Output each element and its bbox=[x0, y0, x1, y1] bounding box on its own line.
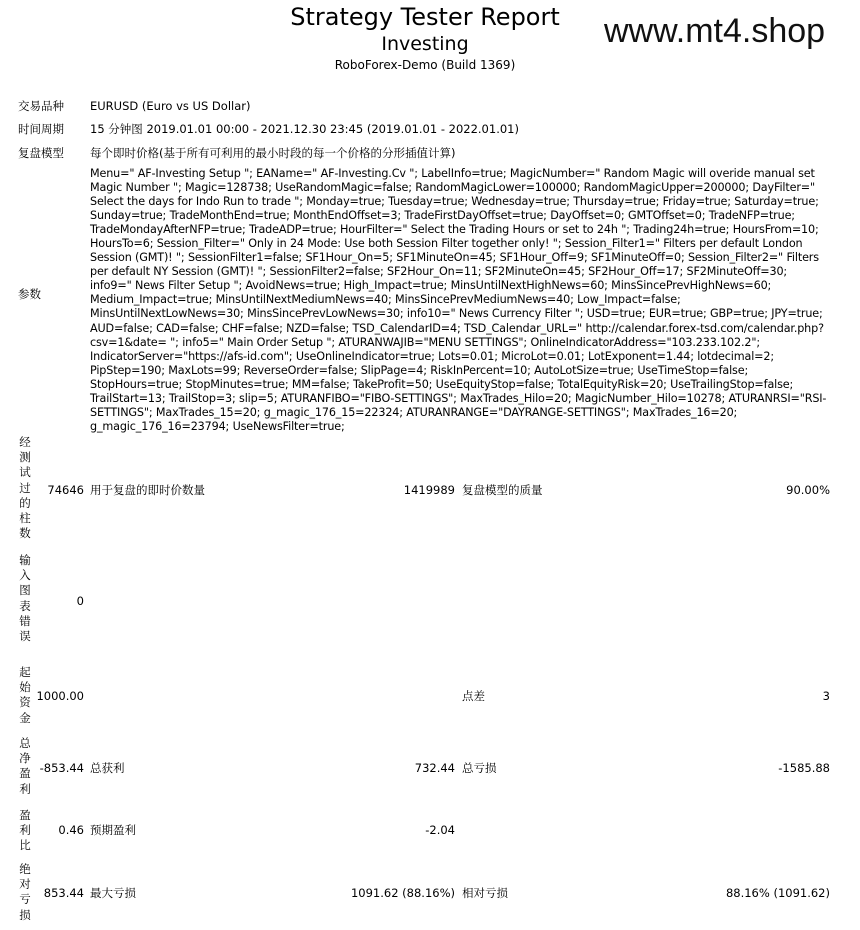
grossprofit-value: 732.44 bbox=[414, 761, 455, 775]
server-build: RoboForex-Demo (Build 1369) bbox=[334, 58, 516, 72]
spread-label: 点差 bbox=[462, 689, 485, 703]
netprofit-value: -853.44 bbox=[39, 761, 84, 775]
profit-factor-label: 盈 利 比 bbox=[19, 808, 31, 853]
errors-label: 输 入 图 表 错 误 bbox=[19, 553, 31, 644]
max-drawdown-label: 最大亏损 bbox=[90, 886, 136, 900]
symbol-value: EURUSD (Euro vs US Dollar) bbox=[90, 99, 251, 113]
period-label: 时间周期 bbox=[18, 122, 64, 136]
quality-label: 复盘模型的质量 bbox=[462, 483, 543, 497]
payoff-label: 预期盈利 bbox=[90, 823, 136, 837]
netprofit-label: 总 净 盈 利 bbox=[19, 736, 31, 796]
grossprofit-label: 总获利 bbox=[90, 761, 125, 775]
symbol-label: 交易品种 bbox=[18, 99, 64, 113]
ticks-value: 1419989 bbox=[403, 483, 455, 497]
report-title: Strategy Tester Report bbox=[290, 3, 560, 31]
profit-factor-value: 0.46 bbox=[58, 823, 84, 837]
params-value: Menu=" AF-Investing Setup "; EAName=" AF-Investing.Cv "; LabelInfo=true; MagicNumber=" Random Magic will overide manual set Magic Number "; Magic=128738; UseRandomMagic=false; RandomMagicLower=100000; RandomMagicUpper=200000; DayFilter=" Select the days for Indo Run to trade "; Monday=true; Tuesday=true; Wednesday=true; Thursday=true; Friday=true; Saturday=true; Sunday=true; TradeMonthEnd=true; MonthEndOffset=3; TradeFirstDayOffset=true; DayOffset=0; GMTOffset=0; TradeNFP=true; TradeMondayAfterNFP=true; TradeADP=true; HourFilter=" Select the Trading Hours or set to 24h "; Trading24h=true; HoursFrom=10; HoursTo=6; Session_Filter=" Only in 24 Mode: Use both Session Filter together only! "; Session_Filter1=" Filters per default London Session (GMT)! "; SessionFilter1=false; SF1Hour_On=5; SF1MinuteOn=45; SF1Hour_Off=9; SF1MinuteOff=0; Session_Filter2=" Filters per default NY Session (GMT)! "; SessionFilter2=false; SF2Hour_On=11; SF2MinuteOn=45; SF2Hour_Off=17; SF2MinuteOff=30; info9=" News Filter Setup "; AvoidNews=true; High_Impact=true; MinsUntilNextHighNews=60; MinsSincePrevHighNews=60; Medium_Impact=true; MinsUntilNextMediumNews=40; MinsSincePrevMediumNews=40; Low_Impact=false; MinsUntilNextLowNews=30; MinsSincePrevLowNews=30; info10=" News Currency Filter "; USD=true; EUR=true; GBP=true; JPY=true; AUD=false; CAD=false; CHF=false; NZD=false; TSD_CalendarID=4; TSD_Calendar_URL=" http://calendar.forex-tsd.com/calendar.php?csv=1&date= "; info5=" Main Order Setup "; ATURANWAJIB="MENU SETTINGS"; OnlineIndicatorAddress="103.233.102.2"; IndicatorServer="https://afs-id.com"; UseOnlineIndicator=true; Lots=0.01; MicroLot=0.01; LotExponent=1.44; lotdecimal=2; PipStep=190; MaxLots=99; ReverseOrder=false; SlipPage=4; RiskInPercent=10; AutoLotSize=true; UseTimeStop=false; StopHours=true; StopMinutes=true; MM=false; TakeProfit=50; UseEquityStop=false; TotalEquityRisk=20; UseTrailingStop=false; TrailStart=13; TrailStop=3; slip=5; ATURANFIBO="FIBO-SETTINGS"; MaxTrades_Hilo=20; MagicNumber_Hilo=10278; ATURANRSI="RSI-SETTINGS"; MaxTrades_15=20; g_magic_176_15=22324; ATURANRANGE="DAYRANGE-SETTINGS"; MaxTrades_16=20; g_magic_176_16=23794; UseNewsFilter=true; bbox=[90, 167, 827, 433]
params-label: 参数 bbox=[18, 287, 41, 301]
abs-drawdown-value: 853.44 bbox=[43, 886, 84, 900]
rel-drawdown-label: 相对亏损 bbox=[462, 886, 508, 900]
model-label: 复盘模型 bbox=[18, 146, 64, 160]
period-value: 15 分钟图 2019.01.01 00:00 - 2021.12.30 23:45 (2019.01.01 - 2022.01.01) bbox=[90, 122, 519, 136]
quality-value: 90.00% bbox=[786, 483, 830, 497]
bars-value: 74646 bbox=[47, 483, 84, 497]
ticks-label: 用于复盘的即时价数量 bbox=[90, 483, 205, 497]
deposit-label: 起 始 资 金 bbox=[19, 665, 31, 725]
errors-value: 0 bbox=[76, 594, 84, 608]
deposit-value: 1000.00 bbox=[36, 689, 84, 703]
max-drawdown-value: 1091.62 (88.16%) bbox=[350, 886, 455, 900]
abs-drawdown-label: 绝 对 亏 损 bbox=[19, 862, 31, 922]
watermark: www.mt4.shop bbox=[604, 12, 826, 50]
payoff-value: -2.04 bbox=[425, 823, 455, 837]
bars-label: 经 测 试 过 的 柱 数 bbox=[19, 435, 31, 541]
spread-value: 3 bbox=[822, 689, 830, 703]
model-value: 每个即时价格(基于所有可利用的最小时段的每一个价格的分形插值计算) bbox=[90, 146, 456, 160]
grossloss-value: -1585.88 bbox=[778, 761, 830, 775]
expert-name: Investing bbox=[381, 33, 469, 55]
rel-drawdown-value: 88.16% (1091.62) bbox=[725, 886, 830, 900]
grossloss-label: 总亏损 bbox=[462, 761, 497, 775]
